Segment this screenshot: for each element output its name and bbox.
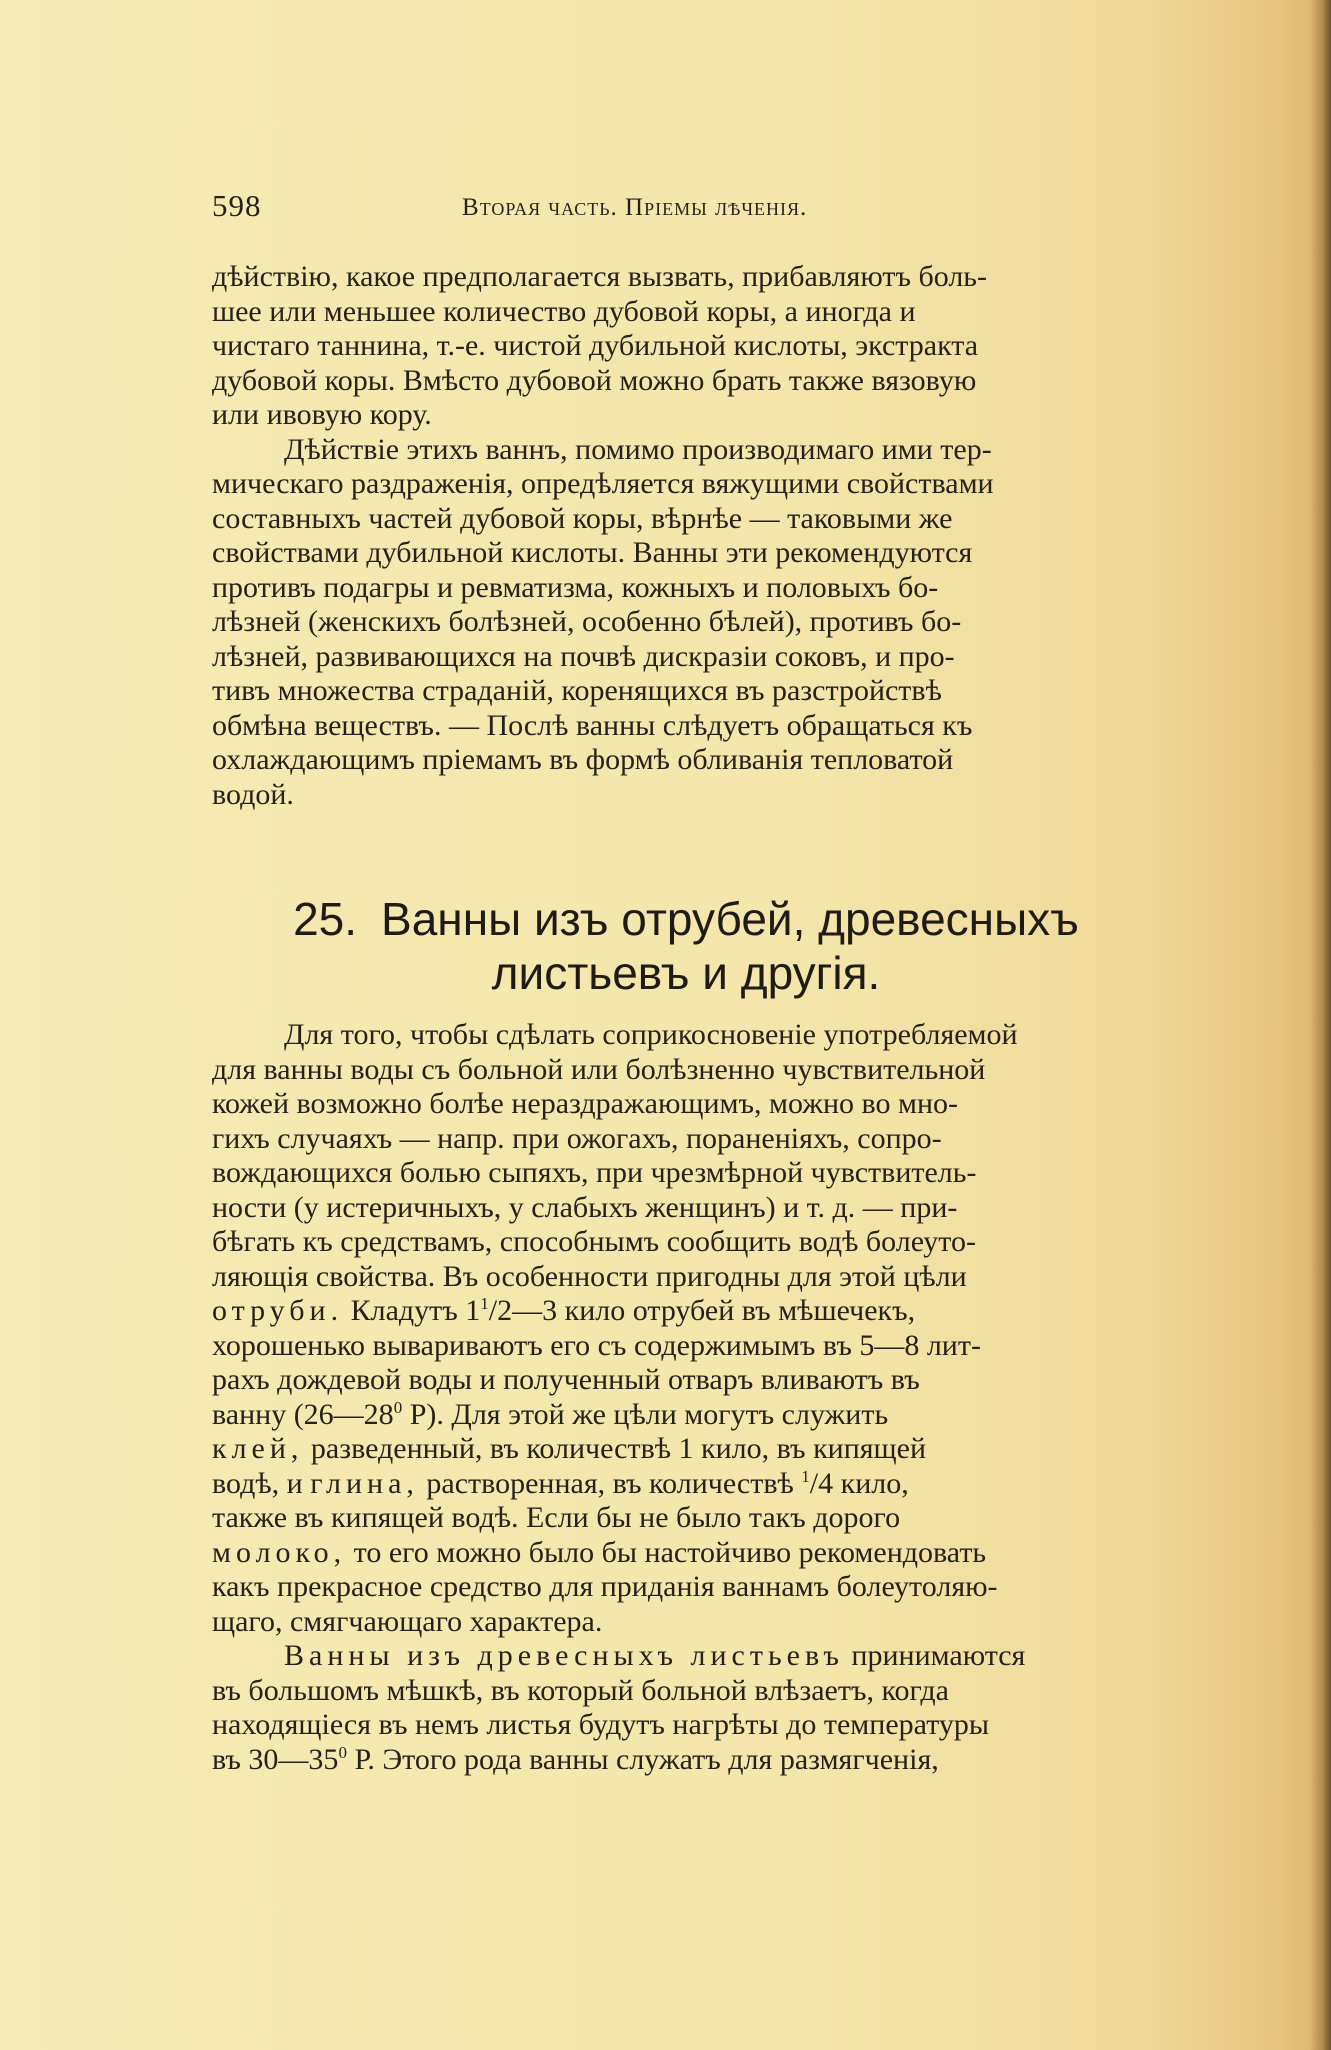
text-line: Для того, чтобы сдѣлать соприкосновеніе употребляемой [284,1018,1018,1051]
text-fragment: Р. Этого рода ванны служатъ для размягченія, [346,1742,939,1776]
text-fragment: принимаются [843,1639,1026,1672]
text-line: шее или меньшее количество дубовой коры, а иногда и [212,294,916,328]
text-line [212,1639,1160,1674]
text-line [212,1467,1160,1502]
section-title-line-1: Ванны изъ отрубей, древесныхъ [381,893,1079,945]
text-line: мическаго раздраженія, опредѣляется вяжущими свойствами [212,467,994,500]
text-fragment: то его можно было бы настойчиво рекомендовать [346,1535,987,1569]
text-line: также въ кипящей водѣ. Если бы не было такъ дорого [212,1501,901,1534]
text-line: лѣзней (женскихъ болѣзней, особенно бѣлей), противъ бо- [212,605,962,638]
text-line: или ивовую кору. [212,398,432,431]
text-line: чистаго таннина, т.-е. чистой дубильной кислоты, экстракта [212,329,979,362]
text-line: щаго, смягчающаго характера. [212,1604,603,1638]
text-line: хорошенько вывариваютъ его съ содержимымъ въ 5—8 лит- [212,1328,981,1362]
text-line: въ большомъ мѣшкѣ, въ который больной влѣзаетъ, когда [212,1673,949,1707]
text-line: дѣйствію, какое предполагается вызвать, прибавляютъ боль- [212,260,987,293]
text-line: противъ подагры и ревматизма, кожныхъ и половыхъ бо- [212,570,939,604]
text-line [212,1536,1160,1571]
text-line: охлаждающимъ пріемамъ въ формѣ обливанія тепловатой [212,743,954,776]
text-line: водой. [212,777,294,811]
text-line: для ванны воды съ больной или болѣзненно чувствительной [212,1052,986,1086]
bran-paragraph [212,1018,1160,1639]
fraction-numerator: 1 [480,1294,489,1313]
text-line: составныхъ частей дубовой коры, вѣрнѣе — таковыми же [212,501,953,535]
text-line: находящіеся въ немъ листья будутъ нагрѣты до температуры [212,1708,990,1741]
section-heading [212,892,1160,1000]
text-line: вождающихся болью сыпяхъ, при чрезмѣрной чувствитель- [212,1156,977,1189]
text-line [212,1398,1160,1433]
emphasis-leaves: Ванны изъ древесныхъ листьевъ [284,1639,844,1672]
text-line: Дѣйствіе этихъ ваннъ, помимо производимаго ими тер- [284,432,992,466]
text-fragment: водѣ, и [212,1466,311,1500]
fraction-numerator: 1 [801,1466,810,1486]
degree-mark: 0 [393,1397,403,1417]
text-line: ляющія свойства. Въ особенности пригодны для этой цѣли [212,1259,967,1293]
text-fragment: растворенная, въ количествѣ [418,1466,802,1500]
section-number: 25. [293,893,358,945]
section-title-line-2: листьевъ и другія. [491,947,881,999]
text-line: обмѣна веществъ. — Послѣ ванны слѣдуетъ обращаться къ [212,708,973,742]
text-bottom [212,1018,1160,1777]
running-title: Вторая часть. Пріемы лѣченія. [462,194,808,221]
effect-paragraph [212,433,1160,813]
emphasis-bran: отруби. [212,1294,344,1327]
text-line: дубовой коры. Вмѣсто дубовой можно брать также вязовую [212,363,977,397]
text-line: свойствами дубильной кислоты. Ванны эти рекомендуются [212,536,973,569]
text-fragment: въ 30—35 [212,1742,339,1776]
text-line: лѣзней, развивающихся на почвѣ дискразіи соковъ, и про- [212,639,955,673]
text-fragment: ванну (26—28 [212,1397,394,1431]
degree-mark: 0 [338,1742,347,1762]
text-line: бѣгать къ средствамъ, способнымъ сообщить водѣ болеуто- [212,1225,976,1258]
text-line [212,1743,1160,1778]
leaves-paragraph [212,1639,1160,1777]
text-fragment: Кладутъ 1 [350,1294,481,1327]
text-line [212,1294,1160,1329]
page-number: 598 [212,188,262,223]
page-edge-shadow [1309,0,1331,2050]
emphasis-clay: глина, [310,1466,419,1500]
text-fragment: /4 кило, [809,1466,909,1500]
page-header [212,188,1160,228]
text-fragment: Р). Для этой же цѣли могутъ служить [402,1397,889,1431]
emphasis-milk: молоко, [212,1535,347,1569]
text-line: какъ прекрасное средство для приданія ваннамъ болеутоляю- [212,1570,998,1603]
heading-line-1 [212,892,1160,946]
text-top [212,260,1160,812]
text-line: гихъ случаяхъ — напр. при ожогахъ, пораненіяхъ, сопро- [212,1121,942,1155]
continuation-paragraph [212,260,1160,433]
text-fragment: /2—3 кило отрубей въ мѣшечекъ, [488,1294,916,1327]
text-line: тивъ множества страданій, коренящихся въ разстройствѣ [212,674,942,707]
text-fragment: разведенный, въ количествѣ 1 кило, въ кипящей [303,1432,927,1465]
text-line [212,1432,1160,1467]
emphasis-glue: клей, [212,1432,304,1465]
text-line: кожей возможно болѣе нераздражающимъ, можно во мно- [212,1087,959,1120]
text-line: рахъ дождевой воды и полученный отваръ вливаютъ въ [212,1363,920,1396]
text-line: ности (у истеричныхъ, у слабыхъ женщинъ) и т. д. — при- [212,1190,958,1224]
